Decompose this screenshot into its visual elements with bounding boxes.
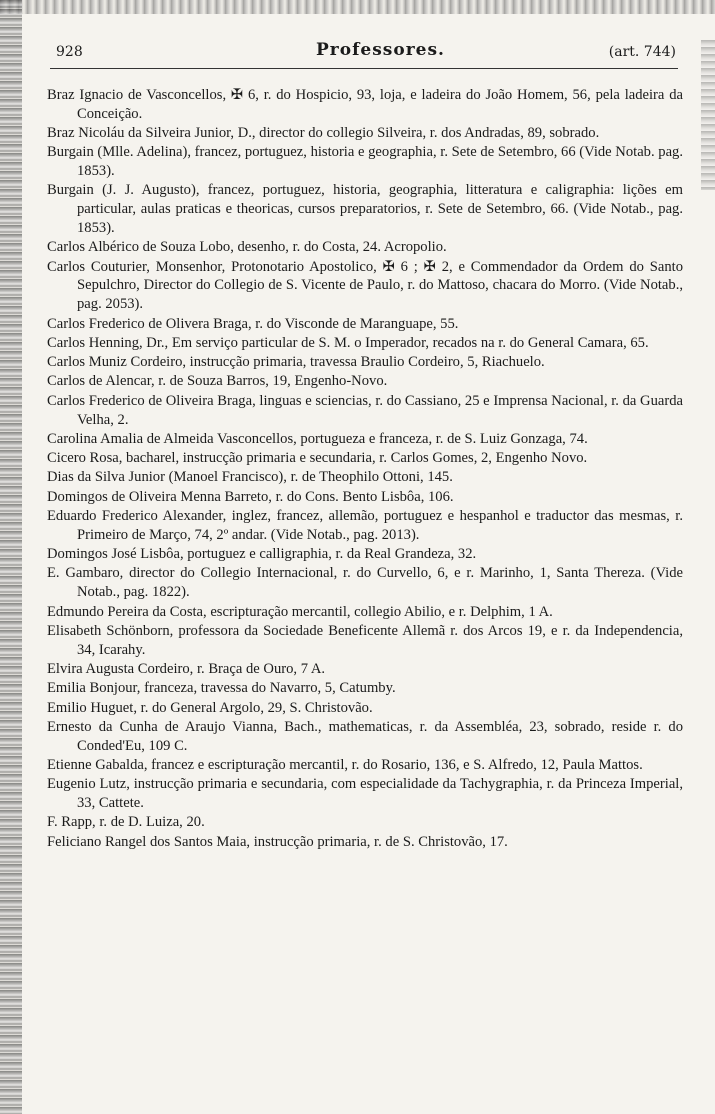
directory-entry: Carlos Albérico de Souza Lobo, desenho, r. do Costa, 24. Acropolio.	[47, 239, 447, 256]
directory-entry: Carlos Henning, Dr., Em serviço particular de S. M. o Imperador, recados na r. do General Camara, 65.	[47, 334, 649, 351]
directory-entry: Carlos Muniz Cordeiro, instrucção primaria, travessa Braulio Cordeiro, 5, Riachuelo.	[47, 354, 545, 371]
directory-entry: Braz Ignacio de Vasconcellos, ✠ 6, r. do Hospicio, 93, loja, e ladeira do João Homem, 56, pela ladeira da Conceição.	[47, 87, 683, 122]
directory-entry: F. Rapp, r. de D. Luiza, 20.	[47, 814, 205, 831]
directory-entry: Elisabeth Schönborn, professora da Sociedade Beneficente Allemã r. dos Arcos 19, e r. da Independencia, 34, Icarahy.	[47, 622, 683, 658]
directory-entry: Braz Nicoláu da Silveira Junior, D., director do collegio Silveira, r. dos Andradas, 89, sobrado.	[47, 125, 600, 142]
section-title: Professores.	[316, 40, 445, 60]
page-number: 928	[56, 44, 83, 60]
directory-entry: E. Gambaro, director do Collegio Internacional, r. do Curvello, 6, e r. Marinho, 1, Santa Thereza. (Vide Notab., pag. 1822).	[47, 565, 683, 601]
directory-entry: Dias da Silva Junior (Manoel Francisco), r. de Theophilo Ottoni, 145.	[47, 469, 453, 486]
directory-entry: Eugenio Lutz, instrucção primaria e secundaria, com especialidade da Tachygraphia, r. da Princeza Imperial, 33, Cattete.	[47, 776, 683, 811]
directory-entry: Domingos de Oliveira Menna Barreto, r. do Cons. Bento Lisbôa, 106.	[47, 488, 454, 505]
directory-entry: Etienne Gabalda, francez e escripturação mercantil, r. do Rosario, 136, e S. Alfredo, 12, Paula Mattos.	[47, 756, 643, 773]
scan-edge-top	[0, 0, 715, 14]
directory-entry: Emilia Bonjour, franceza, travessa do Navarro, 5, Catumby.	[47, 680, 396, 697]
directory-entry: Burgain (Mlle. Adelina), francez, portuguez, historia e geographia, r. Sete de Setembro, 66 (Vide Notab. pag. 1853).	[47, 144, 683, 180]
directory-entry: Carlos Frederico de Olivera Braga, r. do Visconde de Maranguape, 55.	[47, 315, 459, 332]
directory-entry: Emilio Huguet, r. do General Argolo, 29, S. Christovão.	[47, 699, 373, 716]
running-header	[56, 40, 676, 66]
directory-entry: Domingos José Lisbôa, portuguez e calligraphia, r. da Real Grandeza, 32.	[47, 546, 477, 563]
directory-entry: Ernesto da Cunha de Araujo Vianna, Bach., mathematicas, r. da Assembléa, 23, sobrado, reside r. do Conded'Eu, 109 C.	[47, 718, 683, 754]
directory-entry: Carlos de Alencar, r. de Souza Barros, 19, Engenho-Novo.	[47, 373, 388, 390]
directory-entry: Eduardo Frederico Alexander, inglez, francez, allemão, portuguez e hespanhol e traductor das mesmas, r. Primeiro de Março, 74, 2º andar. (Vide Notab., pag. 2013).	[47, 508, 683, 543]
scan-edge-right	[701, 40, 715, 190]
directory-entry: Carlos Frederico de Oliveira Braga, linguas e sciencias, r. do Cassiano, 25 e Imprensa Nacional, r. da Guarda Velha, 2.	[47, 392, 683, 428]
header-rule	[50, 68, 678, 69]
directory-entry: Carlos Couturier, Monsenhor, Protonotario Apostolico, ✠ 6 ; ✠ 2, e Commendador da Ordem do Santo Sepulchro, Director do Collegio de S. Vicente de Paulo, r. do Mattoso, chacara do Morro. (Vide Notab., pag. 2053).	[47, 258, 683, 313]
directory-entry: Burgain (J. J. Augusto), francez, portuguez, historia, geographia, litteratura e caligraphia: lições em particular, aulas praticas e theoricas, cursos preparatorios, r. Sete de Setembro, 66. (Vide Notab., pag. 1853).	[47, 182, 683, 237]
scan-edge-left	[0, 0, 22, 1114]
directory-entry: Cicero Rosa, bacharel, instrucção primaria e secundaria, r. Carlos Gomes, 2, Engenho Novo.	[47, 450, 588, 467]
directory-entry: Feliciano Rangel dos Santos Maia, instrucção primaria, r. de S. Christovão, 17.	[47, 833, 508, 850]
article-reference: (art. 744)	[608, 44, 676, 60]
directory-entry: Carolina Amalia de Almeida Vasconcellos, portugueza e franceza, r. de S. Luiz Gonzaga, 74.	[47, 430, 588, 447]
directory-entry: Edmundo Pereira da Costa, escripturação mercantil, collegio Abilio, e r. Delphim, 1 A.	[47, 603, 553, 620]
directory-entries	[47, 86, 683, 852]
directory-entry: Elvira Augusta Cordeiro, r. Braça de Ouro, 7 A.	[47, 660, 326, 677]
